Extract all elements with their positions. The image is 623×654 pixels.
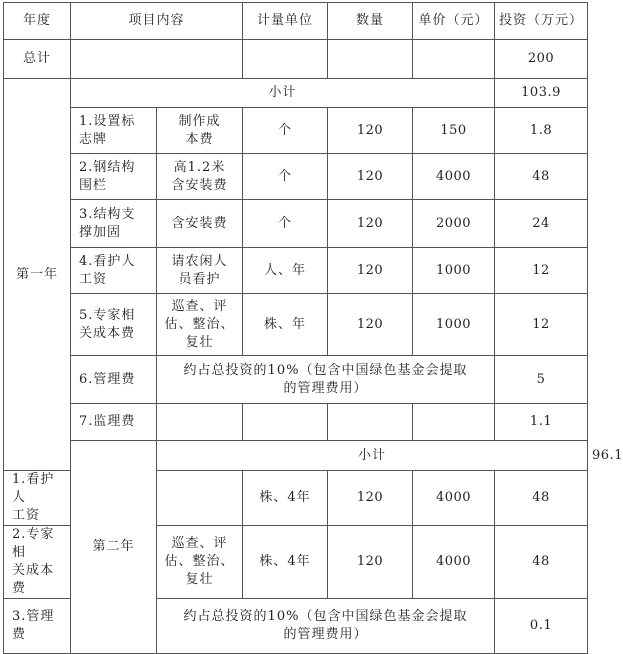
item-unit: 株、4年 <box>243 471 328 526</box>
year1-subtotal-label: 小计 <box>71 79 495 108</box>
total-investment: 200 <box>495 40 588 79</box>
item-content <box>157 471 243 526</box>
header-unit: 计量单位 <box>243 3 328 40</box>
year1-subtotal-row <box>4 79 588 108</box>
item-investment: 5 <box>495 356 588 404</box>
item-quantity: 120 <box>328 471 413 526</box>
item-price: 1000 <box>413 248 495 294</box>
item-price: 4000 <box>413 526 495 599</box>
total-empty <box>413 40 495 79</box>
header-item: 项目内容 <box>71 3 243 40</box>
item-unit: 株、年 <box>243 294 328 356</box>
item-quantity: 120 <box>328 294 413 356</box>
item-unit: 个 <box>243 154 328 200</box>
item-name: 3.管理费 <box>4 599 71 654</box>
table-row <box>4 248 588 294</box>
item-investment: 1.1 <box>495 404 588 441</box>
header-quantity: 数量 <box>328 3 413 40</box>
item-name: 1.设置标 志牌 <box>71 108 157 154</box>
item-content: 巡查、评 估、整治、 复壮 <box>157 294 243 356</box>
item-name: 1.看护人 工资 <box>4 471 71 526</box>
header-row <box>4 3 588 40</box>
year2-label: 第二年 <box>71 441 157 654</box>
total-empty <box>243 40 328 79</box>
item-name: 3.结构支 撑加固 <box>71 200 157 248</box>
table-row <box>4 154 588 200</box>
item-name: 2.钢结构 围栏 <box>71 154 157 200</box>
item-note: 约占总投资的10%（包含中国绿色基金会提取 的管理费用） <box>157 356 495 404</box>
item-name: 7.监理费 <box>71 404 157 441</box>
empty-cell <box>243 404 328 441</box>
table-row <box>4 404 588 441</box>
item-name: 4.看护人 工资 <box>71 248 157 294</box>
item-price: 4000 <box>413 471 495 526</box>
item-investment: 12 <box>495 248 588 294</box>
item-investment: 24 <box>495 200 588 248</box>
table-row <box>4 108 588 154</box>
item-unit: 人、年 <box>243 248 328 294</box>
item-quantity: 120 <box>328 108 413 154</box>
item-unit: 株、4年 <box>243 526 328 599</box>
empty-cell <box>413 404 495 441</box>
item-name: 6.管理费 <box>71 356 157 404</box>
year2-subtotal-label: 小计 <box>157 441 588 471</box>
table-row <box>4 356 588 404</box>
item-price: 4000 <box>413 154 495 200</box>
item-investment: 48 <box>495 154 588 200</box>
item-quantity: 120 <box>328 200 413 248</box>
item-investment: 48 <box>495 471 588 526</box>
year1-subtotal: 103.9 <box>495 79 588 108</box>
empty-cell <box>157 404 243 441</box>
item-name: 2.专家相 关成本费 <box>4 526 71 599</box>
item-name: 5.专家相 关成本费 <box>71 294 157 356</box>
item-quantity: 120 <box>328 154 413 200</box>
table-row <box>4 200 588 248</box>
item-content: 巡查、评 估、整治、 复壮 <box>157 526 243 599</box>
item-price: 2000 <box>413 200 495 248</box>
item-note: 约占总投资的10%（包含中国绿色基金会提取 的管理费用） <box>157 599 495 654</box>
total-row <box>4 40 588 79</box>
total-empty <box>71 40 243 79</box>
empty-cell <box>328 404 413 441</box>
header-investment: 投资（万元） <box>495 3 588 40</box>
item-content: 制作成 本费 <box>157 108 243 154</box>
item-unit: 个 <box>243 200 328 248</box>
header-price: 单价（元） <box>413 3 495 40</box>
investment-table <box>3 2 623 654</box>
total-label: 总计 <box>4 40 71 79</box>
item-investment: 0.1 <box>495 599 588 654</box>
item-price: 150 <box>413 108 495 154</box>
total-empty <box>328 40 413 79</box>
item-investment: 12 <box>495 294 588 356</box>
item-investment: 48 <box>495 526 588 599</box>
table-row <box>4 294 588 356</box>
item-investment: 1.8 <box>495 108 588 154</box>
item-quantity: 120 <box>328 526 413 599</box>
year2-subtotal-row: 第二年 小计 96.1 <box>4 441 588 471</box>
item-content: 请农闲人 员看护 <box>157 248 243 294</box>
item-unit: 个 <box>243 108 328 154</box>
item-content: 高1.2米 含安装费 <box>157 154 243 200</box>
item-quantity: 120 <box>328 248 413 294</box>
item-price: 1000 <box>413 294 495 356</box>
header-year: 年度 <box>4 3 71 40</box>
year1-label: 第一年 <box>4 79 71 471</box>
item-content: 含安装费 <box>157 200 243 248</box>
